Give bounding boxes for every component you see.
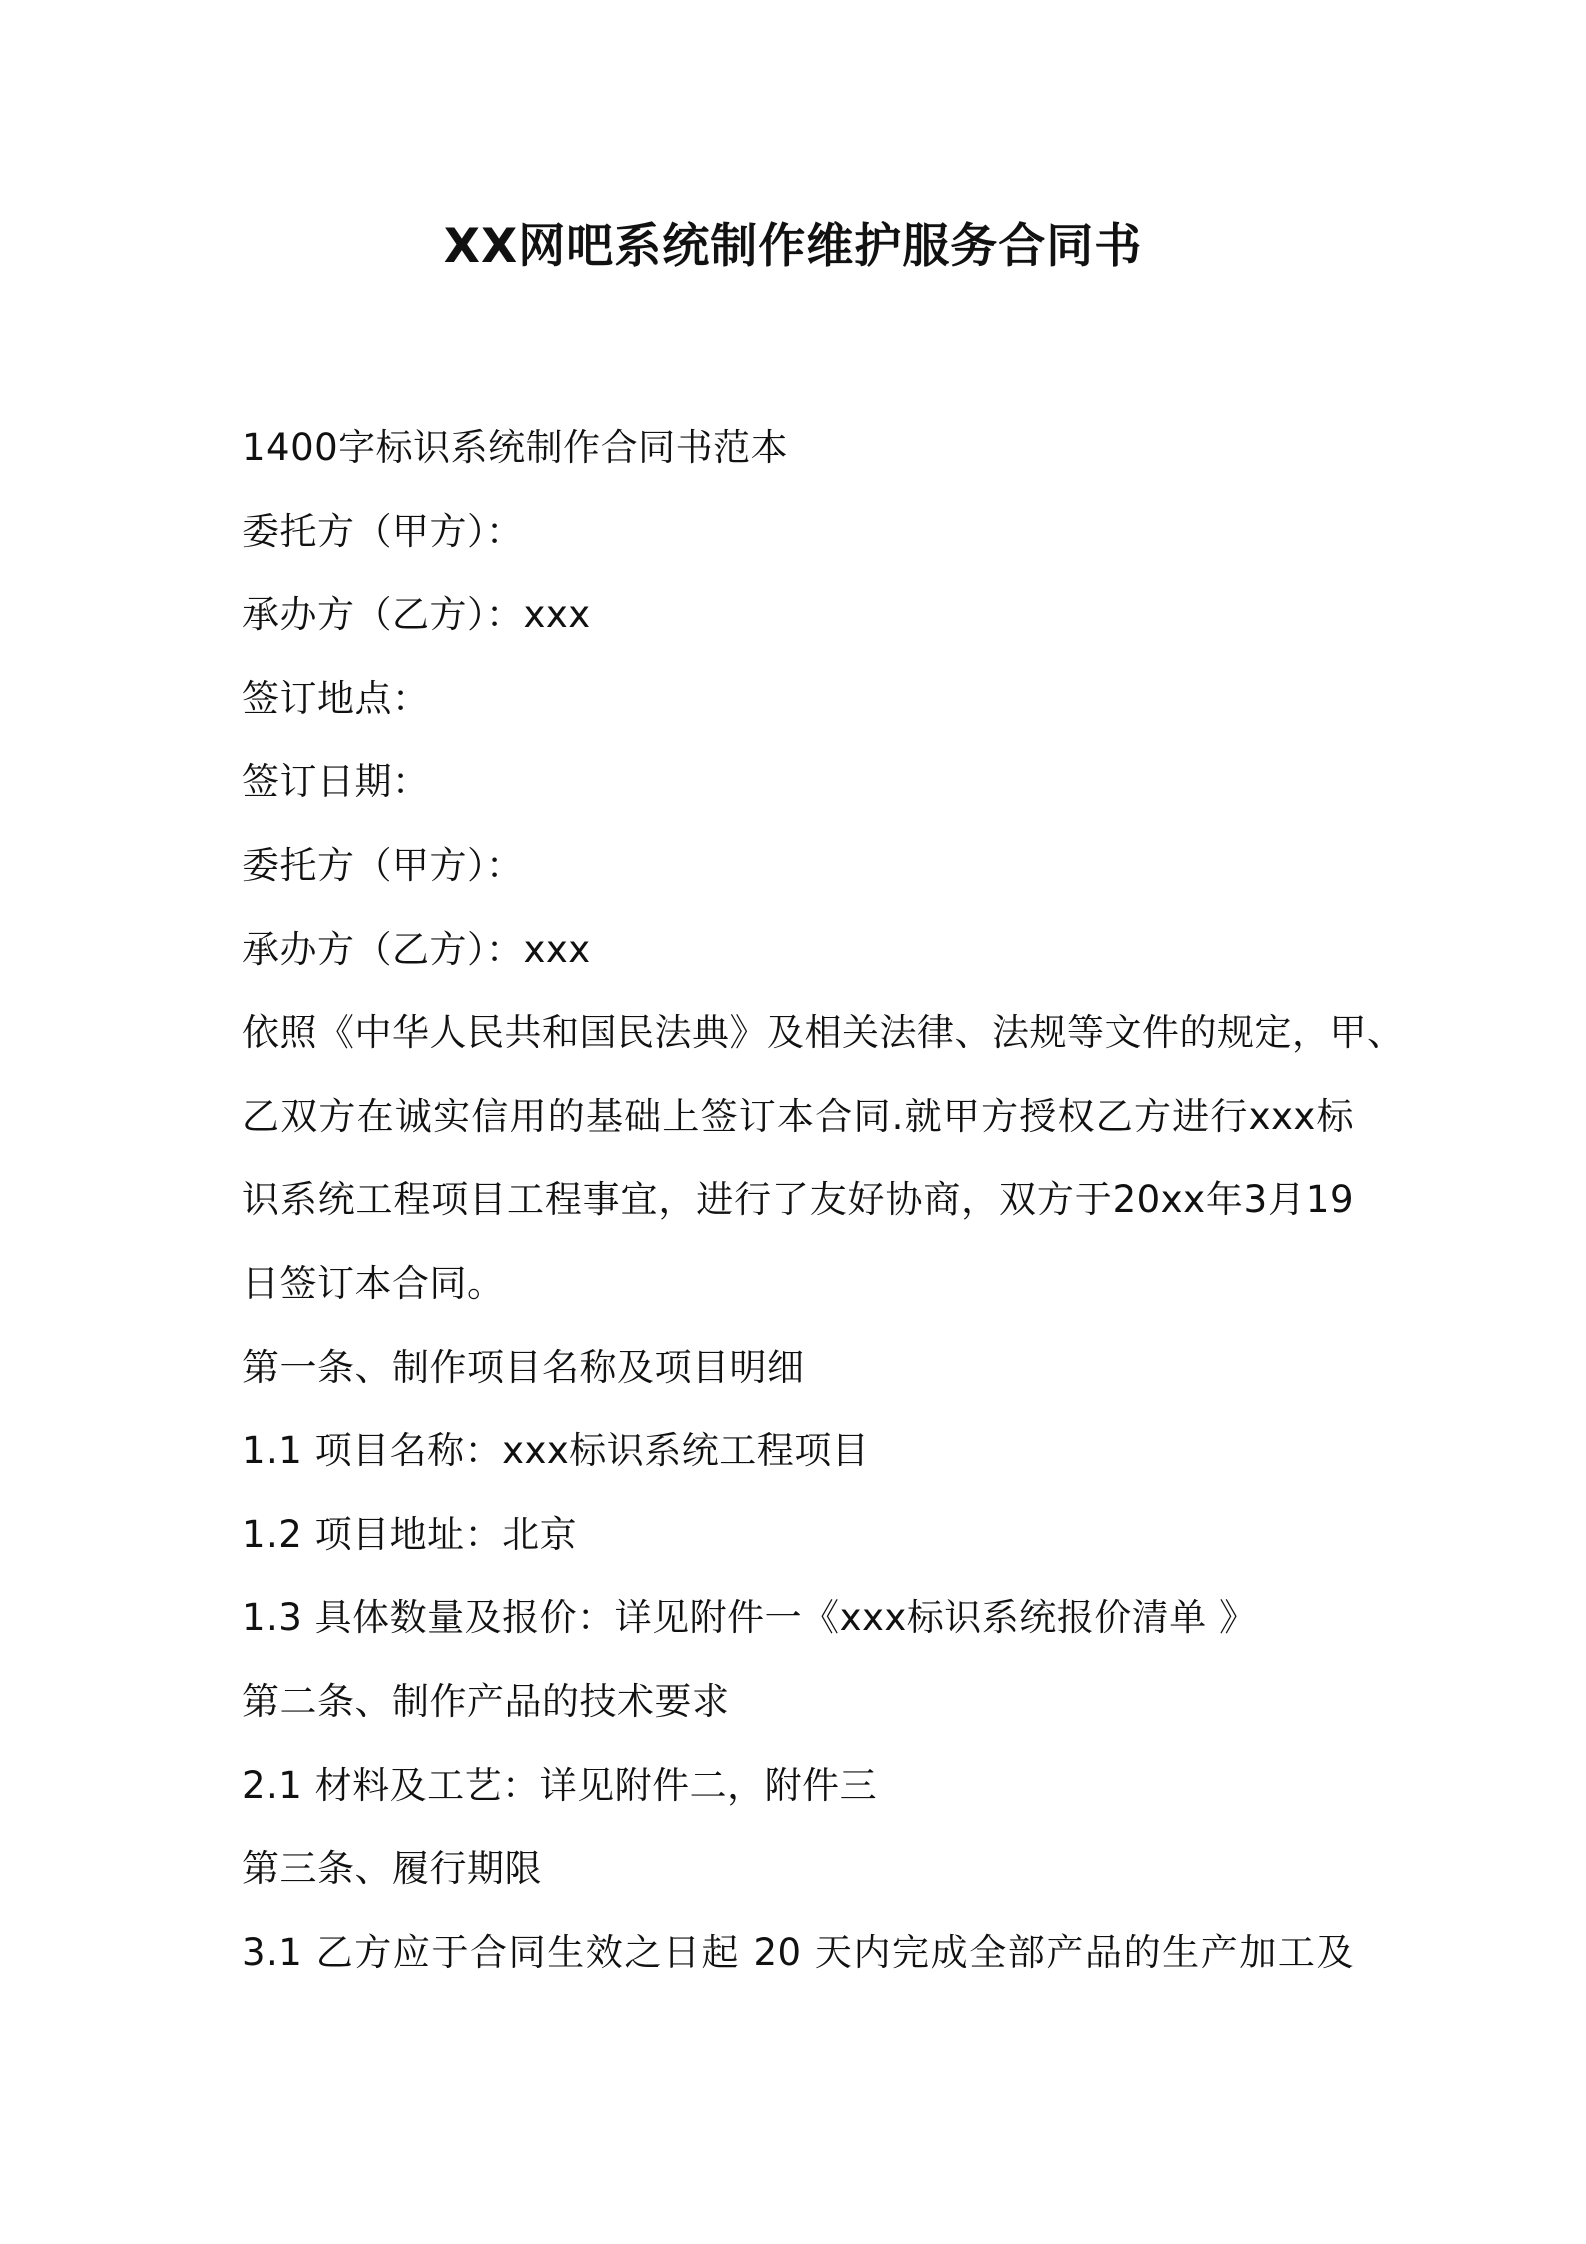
article-2-heading: 第二条、制作产品的技术要求 [242,1679,730,1723]
signing-place-line: 签订地点： [242,676,430,720]
article-1-heading: 第一条、制作项目名称及项目明细 [242,1345,805,1389]
client-party-line-2: 委托方（甲方）： [242,843,524,887]
article-3-heading: 第三条、履行期限 [242,1847,542,1891]
subtitle-line: 1400字标识系统制作合同书范本 [242,426,789,469]
signing-date-line: 签订日期： [242,760,430,804]
contractor-party-line-2: 承办方（乙方）：xxx [242,927,591,971]
preamble-line-4: 日签订本合同。 [242,1261,505,1305]
clause-1-3: 1.3 具体数量及报价：详见附件一《xxx标识系统报价清单 》 [242,1596,1257,1640]
clause-2-1: 2.1 材料及工艺：详见附件二，附件三 [242,1763,878,1807]
preamble-line-1: 依照《中华人民共和国民法典》及相关法律、法规等文件的规定，甲、 [242,1011,1405,1055]
preamble-line-3: 识系统工程项目工程事宜，进行了友好协商，双方于20xx年3月19 [242,1178,1354,1222]
clause-1-2: 1.2 项目地址：北京 [242,1512,578,1556]
preamble-line-2: 乙双方在诚实信用的基础上签订本合同.就甲方授权乙方进行xxx标 [242,1094,1354,1138]
contractor-party-line: 承办方（乙方）：xxx [242,593,591,637]
document-body [242,406,1405,1994]
clause-3-1: 3.1 乙方应于合同生效之日起 20 天内完成全部产品的生产加工及 [242,1930,1354,1974]
clause-1-1: 1.1 项目名称：xxx标识系统工程项目 [242,1429,870,1473]
client-party-line: 委托方（甲方）： [242,509,524,553]
document-title: XX网吧系统制作维护服务合同书 [443,219,1143,274]
